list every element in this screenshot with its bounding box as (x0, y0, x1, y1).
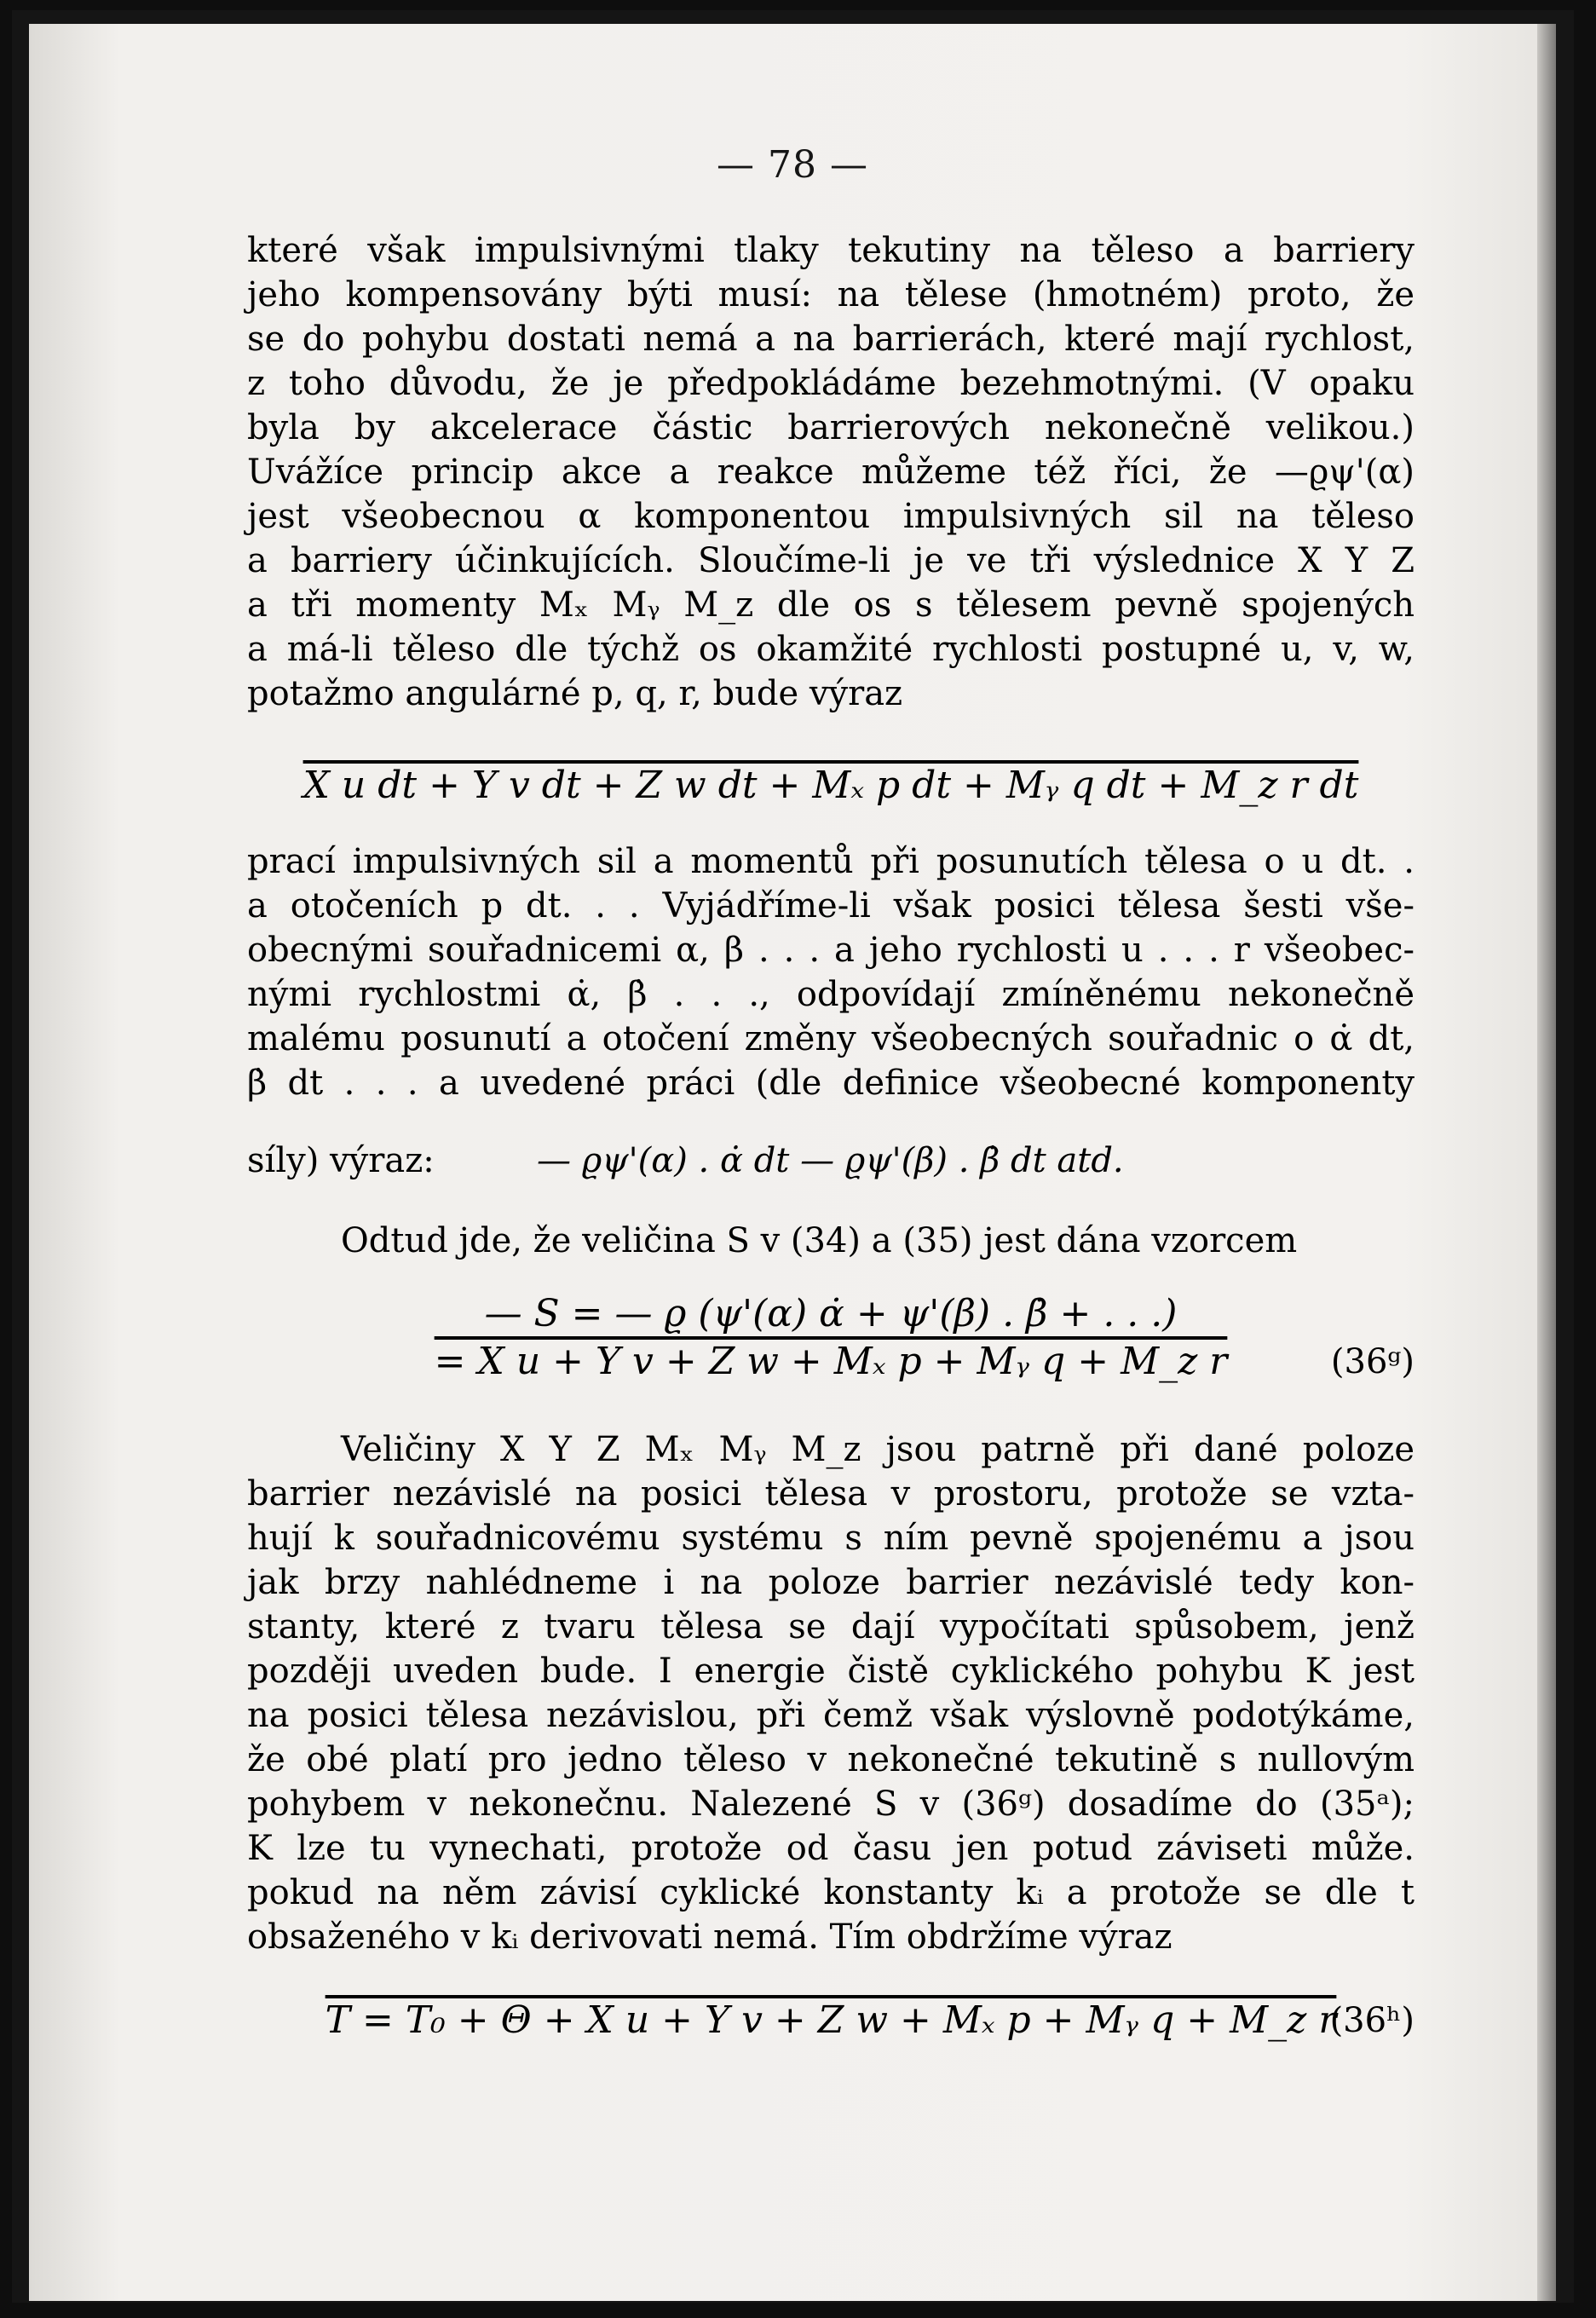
p4-line-1: Veličiny X Y Z Mₓ Mᵧ M_z jsou patrně při dané poloze (341, 1430, 1415, 1469)
p1-line-6: Uvážíce princip akce a reakce můžeme též říci, že —ϱψ'(α) (247, 453, 1415, 492)
equation-4-row (247, 1998, 1415, 2050)
p1-line-3: se do pohybu dostati nemá a na barrierách, které mají rychlost, (247, 320, 1415, 359)
equation-3b: = X u + Y v + Z w + Mₓ p + Mᵧ q + M_z r (434, 1340, 1228, 1383)
p2-line-4: nými rychlostmi α̇, β̇ . . ., odpovídají zmíněnému nekonečně (247, 975, 1415, 1014)
p4-line-3: hují k souřadnicovému systému s ním pevně spojenému a jsou (247, 1519, 1415, 1558)
equation-3a: — S = — ϱ (ψ'(α) α̇ + ψ'(β) . β̇ + . . .) (484, 1292, 1178, 1335)
p2-line-2: a otočeních p dt. . . Vyjádříme-li však posici tělesa šesti vše- (247, 886, 1415, 925)
equation-3-block (247, 1292, 1415, 1394)
paragraph-3 (247, 1219, 1415, 1263)
p1-line-8: a barriery účinkujících. Sloučíme-li je ve tři výslednice X Y Z (247, 541, 1415, 580)
equation-2: — ϱψ'(α) . α̇ dt — ϱψ'(β) . β̇ dt atd. (537, 1141, 1124, 1180)
p1-line-1: které však impulsivnými tlaky tekutiny na těleso a barriery (247, 231, 1415, 270)
p4-line-6: později uveden bude. I energie čistě cyklického pohybu K jest (247, 1652, 1415, 1691)
equation-1: X u dt + Y v dt + Z w dt + Mₓ p dt + Mᵧ q dt + M_z r dt (302, 764, 1359, 807)
p2-line-5: malému posunutí a otočení změny všeobecných souřadnic o α̇ dt, (247, 1019, 1415, 1058)
paragraph-2 (247, 839, 1415, 1105)
paragraph-4 (247, 1427, 1415, 1959)
equation-2-row (247, 1139, 1415, 1190)
p4-line-12: obsaženého v kᵢ derivovati nemá. Tím obdržíme výraz (247, 1917, 1173, 1957)
p1-line-9: a tři momenty Mₓ Mᵧ M_z dle os s tělesem pevně spojených (247, 585, 1415, 625)
p2-line-6: β̇ dt . . . a uvedené práci (dle definice všeobecné komponenty (247, 1064, 1415, 1103)
p1-line-2: jeho kompensovány býti musí: na tělese (hmotném) proto, že (247, 275, 1415, 314)
p4-line-5: stanty, které z tvaru tělesa se dají vypočítati spůsobem, jenž (247, 1607, 1415, 1646)
p4-line-9: pohybem v nekonečnu. Nalezené S v (36ᵍ) dosadíme do (35ᵃ); (247, 1785, 1415, 1824)
p1-line-10: a má-li těleso dle týchž os okamžité rychlosti postupné u, v, w, (247, 630, 1415, 669)
p1-line-5: byla by akcelerace částic barrierových nekonečně velikou.) (247, 408, 1415, 447)
paragraph-1 (247, 228, 1415, 716)
p4-line-11: pokud na něm závisí cyklické konstanty kᵢ a protože se dle t (247, 1873, 1415, 1912)
equation-4-number: (36ʰ) (1329, 2001, 1415, 2040)
p1-line-4: z toho důvodu, že je předpokládáme bezehmotnými. (V opaku (247, 364, 1415, 403)
p4-line-8: že obé platí pro jedno těleso v nekonečné tekutině s nullovým (247, 1740, 1415, 1779)
p2-line-3: obecnými souřadnicemi α, β . . . a jeho rychlosti u . . . r všeobec- (247, 931, 1415, 970)
p4-line-2: barrier nezávislé na posici tělesa v prostoru, protože se vzta- (247, 1474, 1415, 1514)
equation-3-number: (36ᵍ) (1330, 1342, 1415, 1381)
equation-1-row (247, 764, 1415, 815)
p1-line-7: jest všeobecnou α komponentou impulsivných sil na těleso (247, 497, 1415, 536)
p2-line-1: prací impulsivných sil a momentů při posunutích tělesa o u dt. . (247, 842, 1415, 881)
page-number: — 78 — (717, 143, 868, 187)
p1-line-11: potažmo angulárné p, q, r, bude výraz (247, 674, 903, 713)
p4-line-4: jak brzy nahlédneme i na poloze barrier nezávislé tedy kon- (247, 1563, 1415, 1602)
equation-4: T = T₀ + Θ + X u + Y v + Z w + Mₓ p + Mᵧ q + M_z r (325, 1998, 1337, 2042)
p4-line-10: K lze tu vynechati, protože od času jen potud záviseti může. (247, 1829, 1415, 1868)
p4-line-7: na posici tělesa nezávislou, při čemž však výslovně podotýkáme, (247, 1696, 1415, 1735)
p3-line-1: Odtud jde, že veličina S v (34) a (35) jest dána vzorcem (341, 1221, 1298, 1260)
page-edge-shadow (1537, 24, 1556, 2301)
equation-2-label: síly) výraz: (247, 1141, 435, 1180)
